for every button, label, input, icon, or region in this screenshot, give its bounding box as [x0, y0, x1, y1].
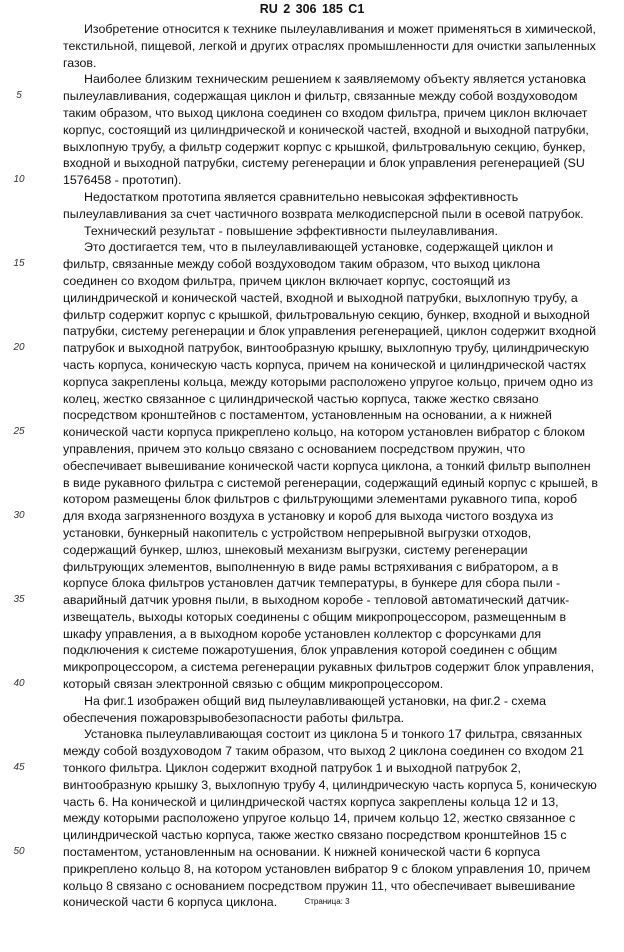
- line-text: фильтр, связанные между собой воздуховодом таким образом, что выход циклона: [63, 257, 541, 272]
- text-line: [0, 155, 624, 172]
- line-text: котором размещены блок фильтров с фильтрующими элементами рукавного типа, короб: [63, 492, 578, 507]
- text-line: [0, 827, 624, 844]
- line-text: пылеулавливания за счет частичного возврата мелкодисперсной пыли в осевой патрубок.: [63, 206, 584, 221]
- text-line: [0, 407, 624, 424]
- text-line: [0, 525, 624, 542]
- line-text: для входа загрязненного воздуха в установку и короб для выхода чистого воздуха из: [63, 509, 554, 524]
- patent-number-header: RU 2 306 185 C1: [259, 2, 365, 16]
- text-line: [0, 374, 624, 391]
- line-text: фильтрующих элементов, выполненную в виде рамы встряхивания с вибратором, а в: [63, 559, 559, 574]
- line-text: часть корпуса, коническую часть корпуса, причем на конической и цилиндрической частях: [63, 357, 587, 372]
- line-text: Технический результат - повышение эффективности пылеулавливания.: [84, 223, 498, 238]
- line-number: 20: [13, 342, 25, 354]
- text-line: [0, 323, 624, 340]
- line-text: аварийный датчик уровня пыли, в выходном коробе - тепловой автоматический датчик-: [63, 593, 570, 608]
- line-text: подключения к системе пожаротушения, блок управления которой соединен с общим: [63, 643, 558, 658]
- text-line: [0, 172, 624, 189]
- text-line: [0, 139, 624, 156]
- line-number: 35: [13, 594, 25, 606]
- text-line: [0, 105, 624, 122]
- line-text: тонкого фильтра. Циклон содержит входной патрубок 1 и выходной патрубок 2,: [63, 761, 521, 776]
- text-line: [0, 475, 624, 492]
- text-line: [0, 273, 624, 290]
- line-text: конической части 6 корпуса циклона.: [63, 895, 278, 910]
- line-text: между которыми расположено упругое кольцо 14, причем кольцо 12, жестко связанное с: [63, 811, 576, 826]
- line-text: На фиг.1 изображен общий вид пылеулавливающей установки, на фиг.2 - схема: [84, 693, 546, 708]
- line-text: соединен со входом фильтра, причем циклон включает корпус, состоящий из: [63, 273, 511, 288]
- text-line: [0, 290, 624, 307]
- text-line: [0, 340, 624, 357]
- text-line: [0, 626, 624, 643]
- line-text: Установка пылеулавливающая состоит из циклона 5 и тонкого 17 фильтра, связанных: [84, 727, 583, 742]
- text-line: [0, 878, 624, 895]
- page-number: Страница: 3: [304, 897, 350, 906]
- line-text: текстильной, пищевой, легкой и других отраслях промышленности для очистки запыленных: [63, 38, 596, 53]
- line-text: кольцо 8 связано с основанием посредством пружин 11, что обеспечивает вывешивание: [63, 878, 576, 893]
- line-text: корпусе блока фильтров установлен датчик температуры, в бункере для сбора пыли -: [63, 576, 561, 591]
- line-text: который связан электронной связью с общим микропроцессором.: [63, 677, 444, 692]
- line-text: пылеулавливания, содержащая циклон и фильтр, связанные между собой воздуховодом: [63, 89, 578, 104]
- line-text: обеспечивает вывешивание конической части корпуса циклона, а тонкий фильтр выполнен: [63, 458, 591, 473]
- text-line: [0, 256, 624, 273]
- text-line: [0, 189, 624, 206]
- line-text: управления, причем это кольцо связано с основанием посредством пружин, что: [63, 441, 526, 456]
- line-number: 25: [13, 426, 25, 438]
- line-number: 15: [13, 258, 25, 270]
- text-line: [0, 206, 624, 223]
- text-line: [0, 844, 624, 861]
- text-line: [0, 676, 624, 693]
- line-number: 45: [13, 762, 25, 774]
- text-line: [0, 542, 624, 559]
- line-text: патрубки, систему регенерации и блок управления регенерацией, циклон содержит входной: [63, 324, 597, 339]
- line-text: установки, бункерный накопитель с устройством непрерывной выгрузки отходов,: [63, 525, 532, 540]
- text-line: [0, 122, 624, 139]
- line-number: 5: [16, 90, 22, 102]
- text-line: [0, 357, 624, 374]
- line-number: 40: [13, 678, 25, 690]
- text-line: [0, 760, 624, 777]
- line-text: Наиболее близким техническим решением к заявляемому объекту является установка: [84, 72, 586, 87]
- line-text: постаментом, установленным на основании. К нижней конической части 6 корпуса: [63, 845, 541, 860]
- line-number: 10: [13, 174, 25, 186]
- line-text: извещатель, выходы которых соединены с общим микропроцессором, размещенным в: [63, 609, 567, 624]
- text-line: [0, 777, 624, 794]
- text-line: [0, 223, 624, 240]
- line-text: Это достигается тем, что в пылеулавливающей установке, содержащей циклон и: [84, 240, 554, 255]
- text-line: [0, 726, 624, 743]
- text-line: [0, 491, 624, 508]
- text-line: [0, 559, 624, 576]
- line-text: часть 6. На конической и цилиндрической частях корпуса закреплены кольца 12 и 13,: [63, 794, 559, 809]
- line-text: корпуса закреплены кольца, между которыми расположено упругое кольцо, причем одно из: [63, 374, 594, 389]
- text-line: [0, 21, 624, 38]
- line-text: патрубок и выходной патрубок, винтообразную крышку, выхлопную трубу, цилиндрическую: [63, 341, 590, 356]
- line-text: шкафу управления, а в выходном коробе установлен коллектор с форсунками для: [63, 626, 542, 641]
- line-text: цилиндрической частью корпуса, также жестко связано посредством кронштейнов 15 с: [63, 828, 567, 843]
- text-line: [0, 743, 624, 760]
- text-line: [0, 710, 624, 727]
- line-text: фильтр содержит корпус с крышкой, фильтровальную секцию, бункер, входной и выходной: [63, 307, 590, 322]
- text-line: [0, 794, 624, 811]
- text-line: [0, 693, 624, 710]
- text-line: [0, 441, 624, 458]
- line-text: прикреплено кольцо 8, на котором установлен вибратор 9 с блоком управления 10, причем: [63, 861, 591, 876]
- line-text: цилиндрической и конической частей, входной и выходной патрубки, выхлопную трубу, а: [63, 290, 578, 305]
- line-text: корпус, состоящий из цилиндрической и конической частей, входной и выходной патрубки,: [63, 122, 589, 137]
- line-text: Изобретение относится к технике пылеулавливания и может применяться в химической,: [84, 22, 596, 36]
- text-line: [0, 88, 624, 105]
- text-line: [0, 458, 624, 475]
- line-text: входной и выходной патрубки, систему регенерации и блок управления регенерацией (SU: [63, 156, 585, 171]
- line-number: 50: [13, 846, 25, 858]
- line-text: винтообразную крышку 3, выхлопную трубу 4, цилиндрическую часть корпуса 5, коническую: [63, 777, 597, 792]
- text-line: [0, 575, 624, 592]
- text-line: [0, 55, 624, 72]
- line-text: микропроцессором, а система регенерации рукавных фильтров содержит блок управления,: [63, 660, 595, 675]
- line-text: обеспечения пожаровзрывобезопасности работы фильтра.: [63, 710, 405, 725]
- text-line: [0, 508, 624, 525]
- text-line: [0, 609, 624, 626]
- line-text: Недостатком прототипа является сравнительно невысокая эффективность: [84, 189, 519, 204]
- text-line: [0, 659, 624, 676]
- line-text: таким образом, что выход циклона соединен со входом фильтра, причем циклон включает: [63, 105, 588, 120]
- line-text: 1576458 - прототип).: [63, 173, 182, 188]
- document-body: [0, 21, 624, 911]
- text-line: [0, 239, 624, 256]
- text-line: [0, 810, 624, 827]
- line-text: в виде рукавного фильтра с системой регенерации, содержащий единый корпус с крышей, в: [63, 475, 598, 490]
- line-text: между собой воздуховодом 7 таким образом, что выход 2 циклона соединен со входом 21: [63, 744, 584, 759]
- line-number: 30: [13, 510, 25, 522]
- text-line: [0, 71, 624, 88]
- text-line: [0, 424, 624, 441]
- line-text: выхлопную трубу, а фильтр содержит корпус с крышкой, фильтровальную секцию, бункер,: [63, 139, 586, 154]
- line-text: посредством кронштейнов с постаментом, установленным на основании, а к нижней: [63, 408, 552, 423]
- text-line: [0, 391, 624, 408]
- text-line: [0, 861, 624, 878]
- line-text: содержащий бункер, шлюз, шнековый механизм выгрузки, систему регенерации: [63, 542, 528, 557]
- text-line: [0, 642, 624, 659]
- text-line: [0, 592, 624, 609]
- text-line: [0, 38, 624, 55]
- text-line: [0, 307, 624, 324]
- line-text: газов.: [63, 55, 97, 70]
- line-text: конической части корпуса прикреплено кольцо, на котором установлен вибратор с блоком: [63, 425, 586, 440]
- line-text: колец, жестко связанное с цилиндрической частью корпуса, также жестко связано: [63, 391, 539, 406]
